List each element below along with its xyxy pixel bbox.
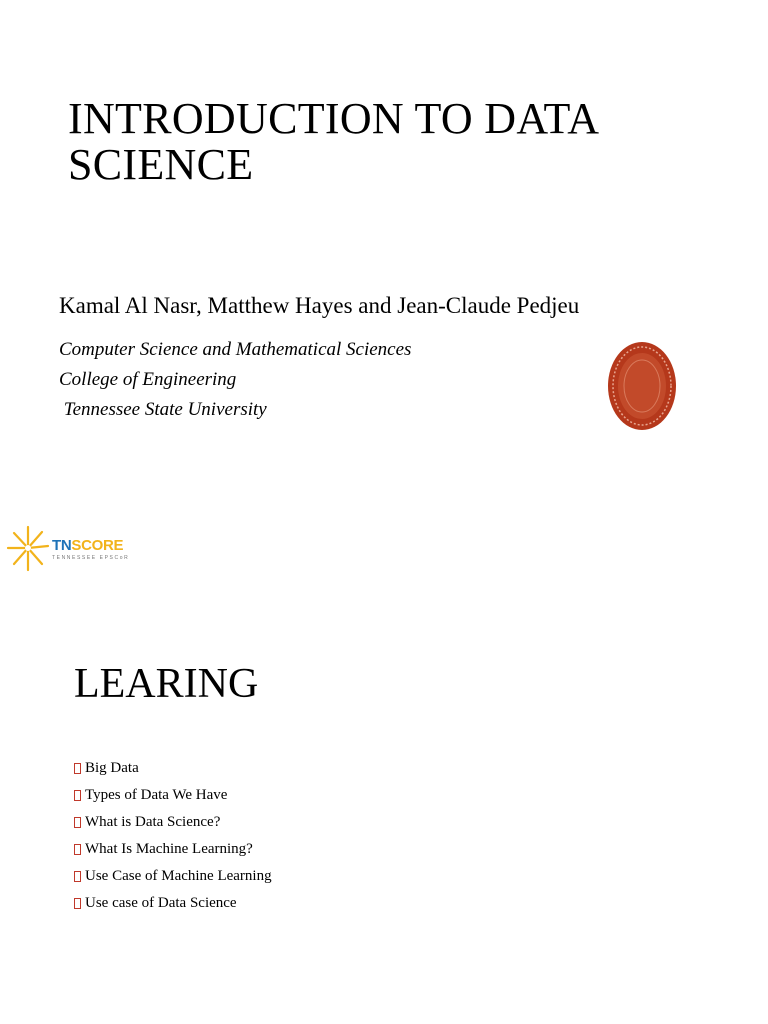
sunburst-icon [6,524,50,572]
list-item: Use case of Data Science [74,890,272,917]
list-item: Big Data [74,755,272,782]
bullet-box-icon [74,844,81,855]
affiliation-university: Tennessee State University [59,399,267,420]
bullet-box-icon [74,790,81,801]
slide-title: INTRODUCTION TO DATA SCIENCE [68,94,597,189]
bullet-box-icon [74,871,81,882]
list-item: Types of Data We Have [74,782,272,809]
bullet-box-icon [74,817,81,828]
list-item: What Is Machine Learning? [74,836,272,863]
list-item: What is Data Science? [74,809,272,836]
agenda-list [74,755,272,917]
agenda-slide [0,600,768,1024]
agenda-title: LEARING [74,661,259,707]
university-seal-icon [606,340,678,432]
affiliation-college: College of Engineering [59,369,237,390]
bullet-box-icon [74,898,81,909]
tnscore-logo [6,524,146,572]
affiliation-department: Computer Science and Mathematical Sciences [59,339,412,360]
list-item: Use Case of Machine Learning [74,863,272,890]
bullet-box-icon [74,763,81,774]
logo-wordmark: TNSCORE [52,537,124,554]
logo-subtitle: TENNESSEE EPSCoR [52,555,130,561]
authors-line: Kamal Al Nasr, Matthew Hayes and Jean-Claude Pedjeu [59,293,580,318]
